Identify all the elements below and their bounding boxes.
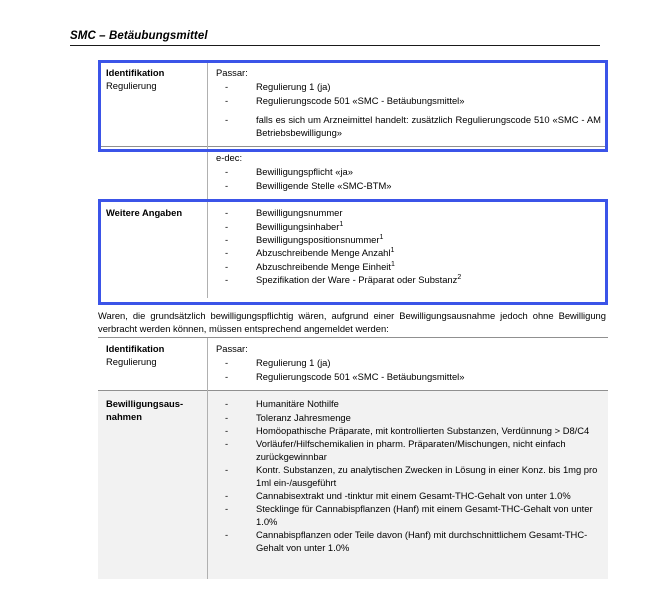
list-item bbox=[216, 221, 601, 233]
row-label-identifikation bbox=[98, 338, 208, 391]
footnote-marker: 2 bbox=[457, 274, 462, 282]
list-item bbox=[216, 247, 601, 259]
row-body-passar bbox=[208, 338, 609, 391]
row-label-text: Bewilligungsaus- bbox=[106, 398, 184, 410]
document-header-title: SMC – Betäubungsmittel bbox=[70, 30, 208, 42]
row-label-empty bbox=[98, 147, 208, 200]
list-item bbox=[216, 207, 601, 219]
list-item-text: Abzuschreibende Menge Anzahl bbox=[256, 247, 391, 259]
row-body-weitere-angaben bbox=[208, 200, 609, 298]
dash-list bbox=[216, 398, 601, 554]
intro-paragraph: Waren, die grundsätzlich bewilligungspflichtig wären, aufgrund einer Bewilligungsausnahme jedoch ohne Bewilligung verbracht werden können, müssen entsprechend angemeldet werden: bbox=[98, 310, 606, 334]
list-item: - Bewilligungspflicht «ja» bbox=[216, 166, 601, 178]
row-body-bewilligungsausnahmen bbox=[208, 391, 609, 579]
dash-list bbox=[216, 81, 601, 139]
list-item: - Vorläufer/Hilfschemikalien in pharm. Präparaten/Mischungen, nicht einfach zurückgewinnbar bbox=[216, 438, 601, 463]
list-item: - Regulierung 1 (ja) bbox=[216, 81, 601, 93]
dash-list bbox=[216, 166, 601, 192]
list-item: - Stecklinge für Cannabispflanzen (Hanf) mit einem Gesamt-THC-Gehalt von unter 1.0% bbox=[216, 503, 601, 528]
list-item-text: Bewilligungsinhaber bbox=[256, 220, 340, 232]
list-item: - Kontr. Substanzen, zu analytischen Zwecken in Lösung in einer Konz. bis 1mg pro 1ml ein-/ausgeführt bbox=[216, 464, 601, 489]
row-label-text: Weitere Angaben bbox=[106, 207, 183, 219]
list-lead: e-dec: bbox=[216, 152, 243, 164]
table-row bbox=[98, 200, 608, 298]
row-label-weitere-angaben bbox=[98, 200, 208, 298]
list-item-text: Bewilligungsnummer bbox=[256, 207, 343, 219]
list-item: - Regulierungscode 501 «SMC - Betäubungsmittel» bbox=[216, 371, 601, 383]
footnote-marker: 1 bbox=[390, 247, 395, 255]
table-row bbox=[98, 338, 608, 391]
list-lead: Passar: bbox=[216, 343, 248, 354]
row-body-passar bbox=[208, 62, 609, 147]
table-row bbox=[98, 147, 608, 200]
list-item: - Cannabisextrakt und -tinktur mit einem Gesamt-THC-Gehalt von unter 1.0% bbox=[216, 490, 601, 502]
row-body-edec bbox=[208, 147, 609, 200]
list-item-text: Bewilligungspositionsnummer bbox=[256, 234, 380, 246]
list-item: - Regulierungscode 501 «SMC - Betäubungsmittel» bbox=[216, 95, 601, 107]
table-row bbox=[98, 62, 608, 147]
list-item bbox=[216, 261, 601, 273]
list-lead: Passar: bbox=[216, 67, 248, 78]
dash-list bbox=[216, 207, 601, 286]
row-label-subtext: nahmen bbox=[106, 411, 142, 423]
row-label-subtext: Regulierung bbox=[106, 355, 157, 367]
list-item: - Toleranz Jahresmenge bbox=[216, 412, 601, 424]
document-header bbox=[70, 30, 600, 46]
table-bewilligungsausnahmen bbox=[98, 337, 608, 579]
list-item bbox=[216, 234, 601, 246]
list-item: - Homöopathische Präparate, mit kontrollierten Substanzen, Verdünnung > D8/C4 bbox=[216, 425, 601, 437]
list-item-text: Abzuschreibende Menge Einheit bbox=[256, 260, 391, 272]
dash-list bbox=[216, 357, 601, 383]
table-identifikation-top bbox=[98, 62, 608, 298]
row-label-text: Identifikation bbox=[106, 343, 165, 354]
row-label-text: Identifikation bbox=[106, 67, 165, 78]
list-item-text: Spezifikation der Ware - Präparat oder Substanz bbox=[256, 274, 458, 286]
footnote-marker: 1 bbox=[379, 233, 384, 241]
list-item: - Cannabispflanzen oder Teile davon (Hanf) mit durchschnittlichem Gesamt-THC-Gehalt von unter 1.0% bbox=[216, 529, 601, 554]
list-item: - Regulierung 1 (ja) bbox=[216, 357, 601, 369]
list-item bbox=[216, 274, 601, 286]
table-row bbox=[98, 391, 608, 579]
row-label-subtext: Regulierung bbox=[106, 79, 157, 91]
footnote-marker: 1 bbox=[339, 220, 344, 228]
list-item: - Bewilligende Stelle «SMC-BTM» bbox=[216, 180, 601, 192]
row-label-bewilligungsausnahmen bbox=[98, 391, 208, 579]
footnote-marker: 1 bbox=[391, 260, 395, 268]
list-item: - falls es sich um Arzneimittel handelt: zusätzlich Regulierungscode 510 «SMC - AM Betriebsbewilligung» bbox=[216, 114, 601, 139]
row-label-identifikation bbox=[98, 62, 208, 147]
list-item: - Humanitäre Nothilfe bbox=[216, 398, 601, 410]
